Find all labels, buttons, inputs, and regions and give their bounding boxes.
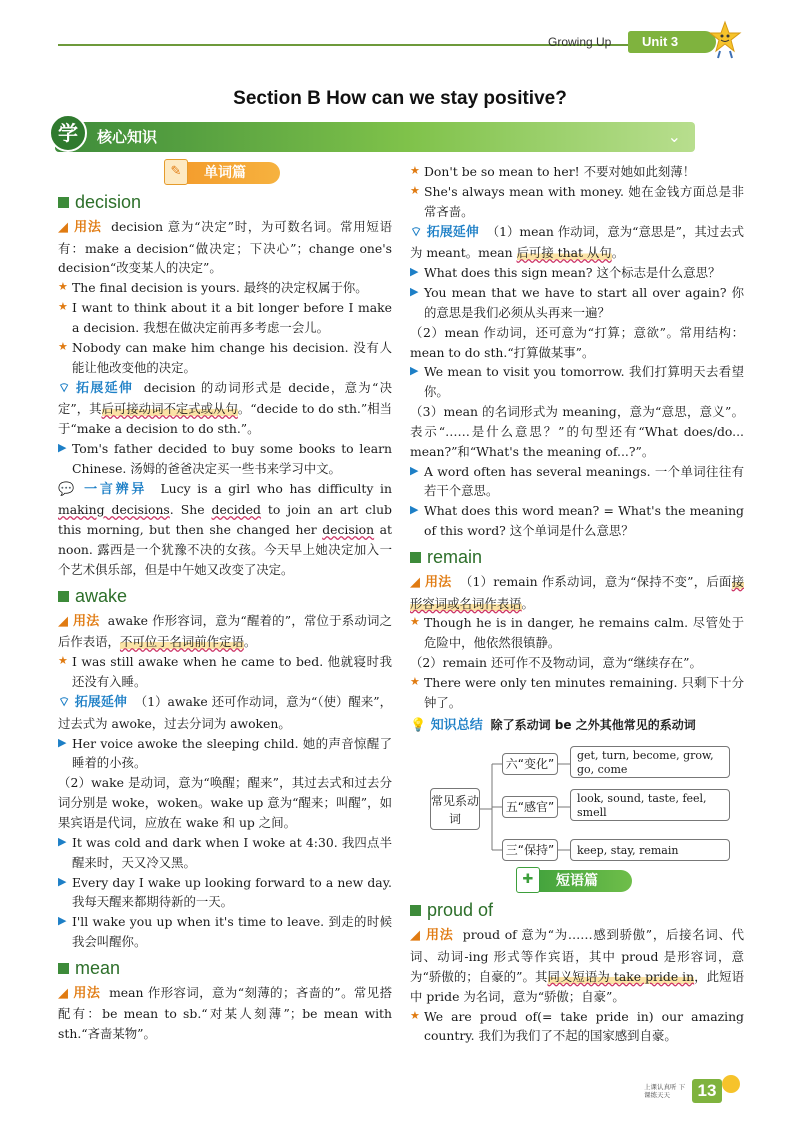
extension-text: （2）mean 作动词，还可意为“打算；意欲”。常用结构：mean to do sth.“打算做某事”。 — [410, 324, 744, 360]
star-bullet-icon: ★ — [58, 339, 68, 353]
example-item — [410, 462, 744, 502]
star-bullet-icon: ★ — [410, 615, 420, 629]
section-title: Section B How can we stay positive? — [233, 88, 567, 109]
example-item — [58, 298, 392, 338]
usage-paragraph — [410, 572, 744, 614]
usage-text: （1）remain 作系动词，意为“保持不变”，后面 — [459, 573, 732, 589]
extension-text: （1）awake 还可作动词，意为“（使）醒来”，过去式为 awoke，过去分词为 awoken。 — [58, 693, 392, 731]
usage-text: proud of 意为“为……感到骄傲”，后接名词、代词、动词-ing 形式等作宾语，其中 proud 是形容词，意为“骄傲的；自豪的”。其 — [410, 927, 744, 984]
example-item — [58, 652, 392, 692]
extension-paragraph — [58, 378, 392, 439]
triangle-bullet-icon: ▶ — [58, 874, 67, 888]
extension-tag: ⌔ 拓展延伸 — [58, 694, 127, 710]
example-item — [410, 673, 744, 713]
usage-tag-label: 用法 — [73, 985, 101, 1001]
example-text: Though he is in danger, he remains calm. 尽管处于危险中，他依然很镇静。 — [424, 615, 744, 651]
usage-tag: ◢ 用法 — [58, 985, 101, 1001]
triangle-bullet-icon: ▶ — [410, 265, 419, 279]
diagram-branch: 六“变化” — [502, 753, 558, 775]
extension-tag: ⌔ 拓展延伸 — [58, 380, 134, 396]
example-item — [58, 734, 392, 774]
distinguish-text: . She — [169, 502, 212, 518]
entry-word-label: awake — [75, 585, 128, 606]
example-text: We are proud of(= take pride in) our amazing country. 我们为我们了不起的国家感到自豪。 — [424, 1008, 744, 1044]
example-text: A word often has several meanings. 一个单词往往有若干个意思。 — [424, 463, 744, 499]
extension-text: 。“decide to do sth.”相当于“make a decision to do sth.”。 — [58, 401, 392, 437]
star-bullet-icon: ★ — [410, 183, 420, 197]
example-text: What does this sign mean? 这个标志是什么意思？ — [424, 265, 721, 281]
extension-text: decision 的动词形式是 decide，意为“决定”，其 — [58, 379, 392, 417]
usage-tag: ◢ 用法 — [58, 613, 100, 629]
example-item — [410, 613, 744, 653]
summary-tag: 💡 知识总结 — [410, 717, 483, 733]
highlighted-text: 后可接 that 从句 — [516, 245, 612, 261]
example-text: She's always mean with money. 她在金钱方面总是非常吝啬。 — [424, 183, 744, 219]
vocab-section-pill — [170, 162, 280, 184]
entry-word-proud-of — [410, 896, 744, 925]
summary-heading — [410, 715, 744, 737]
puzzle-icon: ✚ — [516, 867, 540, 893]
xue-badge-icon: 学 — [49, 114, 87, 152]
example-item — [410, 162, 744, 182]
phrase-section-pill — [522, 870, 632, 892]
usage-text: ，此短语中 pride 为名词，意为“骄傲；自豪”。 — [410, 968, 744, 1004]
usage-tag: ◢ 用法 — [410, 928, 454, 944]
extension-text: 。 — [611, 245, 625, 261]
square-bullet-icon — [58, 591, 69, 602]
star-bullet-icon: ★ — [58, 654, 68, 668]
example-item — [410, 263, 744, 283]
example-item — [58, 833, 392, 873]
example-text: Tom's father decided to buy some books to learn Chinese. 汤姆的爸爸决定买一些书来学习中文。 — [72, 440, 392, 476]
example-text: I want to think about it a bit longer before I make a decision. 我想在做决定前再多考虑一会儿。 — [72, 300, 392, 335]
example-text: We mean to visit you tomorrow. 我们打算明天去看望你。 — [424, 364, 744, 400]
example-item — [410, 362, 744, 402]
square-bullet-icon — [410, 905, 421, 916]
diagram-branch: 五“感官” — [502, 796, 558, 818]
example-item — [58, 912, 392, 952]
example-item — [410, 182, 744, 222]
star-mascot-icon — [708, 20, 742, 60]
diagram-value: get, turn, become, grow, go, come — [570, 746, 730, 778]
highlighted-text: 接形容词或名词作表语 — [410, 573, 744, 611]
usage-text: mean 作形容词，意为“刻薄的；吝啬的”。常见搭配有：be mean to sb.“对某人刻薄”；be mean with sth.“吝啬某物”。 — [58, 984, 392, 1042]
example-item — [58, 873, 392, 913]
running-header — [0, 30, 800, 56]
example-text: You mean that we have to start all over again? 你的意思是我们必须从头再来一遍？ — [424, 285, 744, 320]
triangle-bullet-icon: ▶ — [410, 463, 419, 477]
triangle-bullet-icon: ▶ — [410, 503, 419, 517]
linking-verb-diagram — [410, 744, 744, 864]
distinguish-keyword: making decisions — [58, 502, 170, 518]
usage-paragraph — [58, 217, 392, 278]
usage-tag-label: 用法 — [72, 613, 100, 629]
example-text: The final decision is yours. 最终的决定权属于你。 — [72, 280, 368, 296]
extension-paragraph — [410, 222, 744, 264]
star-bullet-icon: ★ — [410, 164, 420, 177]
triangle-bullet-icon: ▶ — [58, 834, 67, 848]
entry-word-label: remain — [427, 546, 483, 567]
core-knowledge-title: 核心知识 — [97, 128, 158, 146]
example-item — [58, 278, 392, 298]
usage-text: decision 意为“决定”时，为可数名词。常用短语有：make a decision“做决定；下决心”；change one's decision“改变某人的决定”。 — [58, 218, 392, 276]
example-item — [410, 1007, 744, 1047]
usage-text: 。 — [243, 634, 257, 650]
entry-word-label: mean — [75, 957, 121, 978]
usage-text: 。 — [521, 595, 534, 611]
extension-text: （3）mean 的名词形式为 meaning，意为“意思，意义”。表示“……是什么意思？”的句型还有“What does/do... mean?”和“What's the meaning of...?”。 — [410, 404, 744, 459]
extension-paragraph — [58, 773, 392, 833]
example-text: Every day I wake up looking forward to a new day. 我每天醒来都期待新的一天。 — [72, 874, 392, 910]
header-rule — [58, 44, 628, 46]
triangle-bullet-icon: ▶ — [58, 914, 67, 928]
extension-paragraph — [410, 323, 744, 363]
usage-tag-label: 用法 — [425, 928, 454, 944]
chevron-down-icon: ⌄ — [667, 127, 681, 146]
example-item — [410, 283, 744, 323]
example-text: Her voice awoke the sleeping child. 她的声音惊醒了睡着的小孩。 — [72, 735, 392, 771]
summary-tag-label: 知识总结 — [430, 717, 483, 733]
pencil-note-icon: ✎ — [164, 159, 188, 185]
example-text: Nobody can make him change his decision. 没有人能让他改变他的决定。 — [72, 339, 392, 375]
usage-tag-label: 用法 — [425, 574, 452, 590]
square-bullet-icon — [58, 963, 69, 974]
triangle-bullet-icon: ▶ — [58, 440, 67, 454]
example-item — [58, 338, 392, 378]
distinguish-tag: 💬 一言辨异 — [58, 481, 148, 497]
diagram-branch: 三“保持” — [502, 839, 558, 861]
extension-tag-label: 拓展延伸 — [426, 224, 479, 240]
diagram-value: look, sound, taste, feel, smell — [570, 789, 730, 821]
example-item — [410, 501, 744, 541]
right-column — [410, 162, 744, 1046]
summary-title: 除了系动词 be 之外其他常见的系动词 — [490, 717, 696, 732]
distinguish-text: to join an art club this morning, but then she changed her — [58, 502, 392, 538]
distinguish-text: Lucy is a girl who has difficulty in — [160, 480, 392, 496]
usage-tag-label: 用法 — [74, 219, 102, 235]
example-text: It was cold and dark when I woke at 4:30. 我四点半醒来时，天又冷又黑。 — [72, 834, 392, 870]
distinguish-tag-label: 一言辨异 — [84, 481, 148, 497]
triangle-bullet-icon: ▶ — [58, 735, 67, 749]
entry-word-label: decision — [75, 192, 142, 212]
star-bullet-icon: ★ — [410, 674, 420, 688]
star-bullet-icon: ★ — [58, 280, 68, 294]
example-text: I'll wake you up when it's time to leave. 到走的时候我会叫醒你。 — [72, 914, 392, 950]
header-growing-up: Growing Up — [548, 35, 612, 49]
extension-text: （1）mean 作动词，意为“意思是”，其过去式为 meant。mean — [410, 223, 744, 261]
extension-tag: ⌔ 拓展延伸 — [410, 224, 479, 240]
distinguish-text: at noon. 露西是一个犹豫不决的女孩。今天早上她决定加入一个艺术俱乐部，但是中午她又改变了决定。 — [58, 522, 392, 577]
extension-text: （2）wake 是动词，意为“唤醒；醒来”，其过去式和过去分词分别是 woke，woken。wake up 意为“醒来；叫醒”，如果宾语是代词，应放在 wake 和 up 之间。 — [58, 775, 392, 830]
highlighted-text: 同义短语为 take pride in — [547, 968, 695, 984]
extension-paragraph — [58, 692, 392, 734]
highlighted-text: 不可位于名词前作定语 — [119, 634, 244, 650]
usage-text: awake 作形容词，意为“醒着的”，常位于系动词之后作表语， — [58, 612, 392, 650]
entry-word-mean — [58, 954, 392, 983]
star-bullet-icon: ★ — [58, 300, 68, 314]
phrase-pill-label: 短语篇 — [556, 873, 598, 890]
example-text: What does this word mean? = What's the meaning of this word? 这个单词是什么意思？ — [424, 503, 744, 539]
page-number: 13 — [692, 1079, 722, 1103]
diagram-root: 常见系动词 — [430, 788, 480, 830]
vocab-pill-label: 单词篇 — [204, 165, 246, 181]
entry-word-remain — [410, 543, 744, 572]
usage-paragraph — [58, 611, 392, 653]
usage-tag: ◢ 用法 — [410, 574, 452, 590]
usage-text: （2）remain 还可作不及物动词，意为“继续存在”。 — [410, 655, 702, 671]
extension-paragraph — [410, 402, 744, 462]
triangle-bullet-icon: ▶ — [410, 285, 419, 299]
example-text: Don't be so mean to her! 不要对她如此刻薄！ — [424, 164, 696, 179]
usage-paragraph — [410, 925, 744, 1006]
distinguish-paragraph — [58, 479, 392, 580]
example-item — [58, 439, 392, 479]
example-text: I was still awake when he came to bed. 他就寝时我还没有入睡。 — [72, 654, 392, 690]
highlighted-text: 后可接动词不定式或从句 — [101, 401, 238, 417]
triangle-bullet-icon: ▶ — [410, 364, 419, 378]
left-column — [58, 162, 392, 1044]
entry-word-label: proud of — [427, 900, 494, 921]
extension-tag-label: 拓展延伸 — [74, 694, 127, 710]
header-unit-badge: Unit 3 — [628, 31, 716, 53]
example-text: There were only ten minutes remaining. 只剩下十分钟了。 — [424, 674, 744, 710]
distinguish-keyword: decision — [322, 522, 375, 538]
core-knowledge-band — [55, 122, 695, 152]
square-bullet-icon — [410, 552, 421, 563]
page-footer — [644, 1081, 744, 1103]
square-bullet-icon — [58, 197, 69, 208]
usage-paragraph — [410, 653, 744, 673]
entry-word-awake — [58, 582, 392, 611]
diagram-value: keep, stay, remain — [570, 839, 730, 861]
star-bullet-icon: ★ — [410, 1008, 420, 1022]
usage-tag: ◢ 用法 — [58, 219, 102, 235]
entry-word-decision — [58, 188, 392, 217]
extension-tag-label: 拓展延伸 — [76, 380, 134, 396]
star-mascot-small-icon — [722, 1075, 740, 1093]
footer-slogan: 上课认真听 下课练天天 — [644, 1083, 686, 1099]
usage-paragraph — [58, 983, 392, 1044]
distinguish-keyword: decided — [211, 502, 261, 518]
